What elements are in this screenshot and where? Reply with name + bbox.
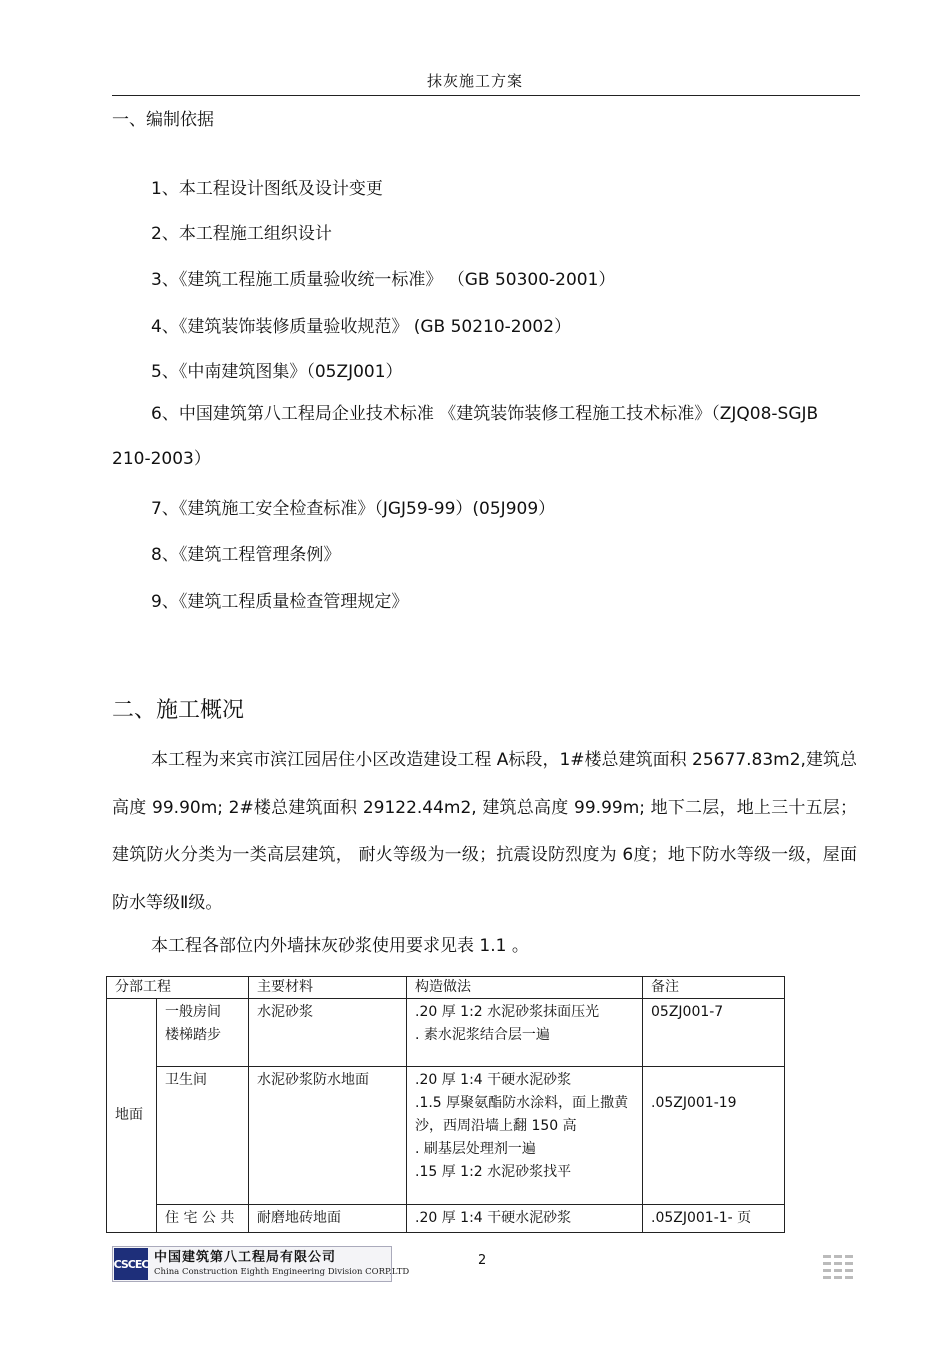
project-overview-paragraph: 本工程为来宾市滨江园居住小区改造建设工程 A标段，1#楼总建筑面积 25677.83m2,建筑总高度 99.90m; 2#楼总建筑面积 29122.44m2, 建筑总高度 99.99m; 地下二层，地上三十五层；建筑防火分类为一类高层建筑， 耐火等级为一级；抗震设防烈度为 6度；地下防水等级一级，屋面防水等级Ⅱ级。 bbox=[112, 750, 857, 913]
table-reference-text: 本工程各部位内外墙抹灰砂浆使用要求见表 1.1 。 bbox=[151, 936, 529, 956]
cell-part: 住 宅 公 共 bbox=[157, 1205, 249, 1233]
cell-note: 05ZJ001-7 bbox=[643, 999, 785, 1067]
corner-stamp-icon bbox=[822, 1253, 856, 1281]
company-name-en: China Construction Eighth Engineering Division CORP.LTD bbox=[154, 1267, 410, 1277]
document-header-title: 抹灰施工方案 bbox=[426, 72, 523, 90]
cell-note: .05ZJ001-1- 页 bbox=[643, 1205, 785, 1233]
section-2-heading: 二、施工概况 bbox=[112, 698, 245, 723]
cell-part: 卫生间 bbox=[157, 1067, 249, 1205]
table-row bbox=[107, 1067, 785, 1205]
section-1-heading: 一、编制依据 bbox=[112, 110, 214, 130]
cscec-logo-icon: CSCEC bbox=[114, 1248, 148, 1280]
cell-method: .20 厚 1:4 干硬水泥砂浆 .1.5 厚聚氨酯防水涂料，面上撒黄沙，西周沿墙上翻 150 高 . 刷基层处理剂一遍 .15 厚 1:2 水泥砂浆找平 bbox=[407, 1067, 643, 1205]
cell-note: .05ZJ001-19 bbox=[643, 1067, 785, 1205]
basis-item-3: 3、《建筑工程施工质量验收统一标准》 （GB 50300-2001） bbox=[151, 270, 616, 290]
basis-item-7: 7、《建筑施工安全检查标准》（JGJ59-99）(05J909） bbox=[151, 499, 556, 519]
table-row bbox=[107, 999, 785, 1067]
basis-item-6: 6、中国建筑第八工程局企业技术标准 《建筑装饰装修工程施工技术标准》（ZJQ08-SGJB 210-2003） bbox=[112, 404, 819, 469]
header-cell-part: 分部工程 bbox=[107, 977, 249, 999]
header-cell-note: 备注 bbox=[643, 977, 785, 999]
basis-item-1: 1、本工程设计图纸及设计变更 bbox=[151, 179, 383, 199]
company-logo bbox=[112, 1246, 410, 1282]
company-name-cn: 中国建筑第八工程局有限公司 bbox=[154, 1250, 337, 1265]
table-header-row bbox=[107, 977, 785, 999]
table-row bbox=[107, 1205, 785, 1233]
cell-material: 水泥砂浆防水地面 bbox=[249, 1067, 407, 1205]
header-divider bbox=[112, 95, 860, 96]
basis-item-8: 8、《建筑工程管理条例》 bbox=[151, 545, 341, 565]
header-cell-method: 构造做法 bbox=[407, 977, 643, 999]
plaster-spec-table bbox=[106, 976, 785, 1233]
cell-material: 耐磨地砖地面 bbox=[249, 1205, 407, 1233]
basis-item-9: 9、《建筑工程质量检查管理规定》 bbox=[151, 592, 409, 612]
cell-method: .20 厚 1:2 水泥砂浆抹面压光 . 素水泥浆结合层一遍 bbox=[407, 999, 643, 1067]
header-cell-material: 主要材料 bbox=[249, 977, 407, 999]
basis-item-4: 4、《建筑装饰装修质量验收规范》 (GB 50210-2002） bbox=[151, 317, 572, 337]
basis-item-2: 2、本工程施工组织设计 bbox=[151, 224, 332, 244]
cell-material: 水泥砂浆 bbox=[249, 999, 407, 1067]
page-number: 2 bbox=[478, 1253, 487, 1268]
cell-part: 一般房间 楼梯踏步 bbox=[157, 999, 249, 1067]
cell-method: .20 厚 1:4 干硬水泥砂浆 bbox=[407, 1205, 643, 1233]
group-cell-floor: 地面 bbox=[107, 999, 157, 1233]
basis-item-5: 5、《中南建筑图集》（05ZJ001） bbox=[151, 362, 403, 382]
